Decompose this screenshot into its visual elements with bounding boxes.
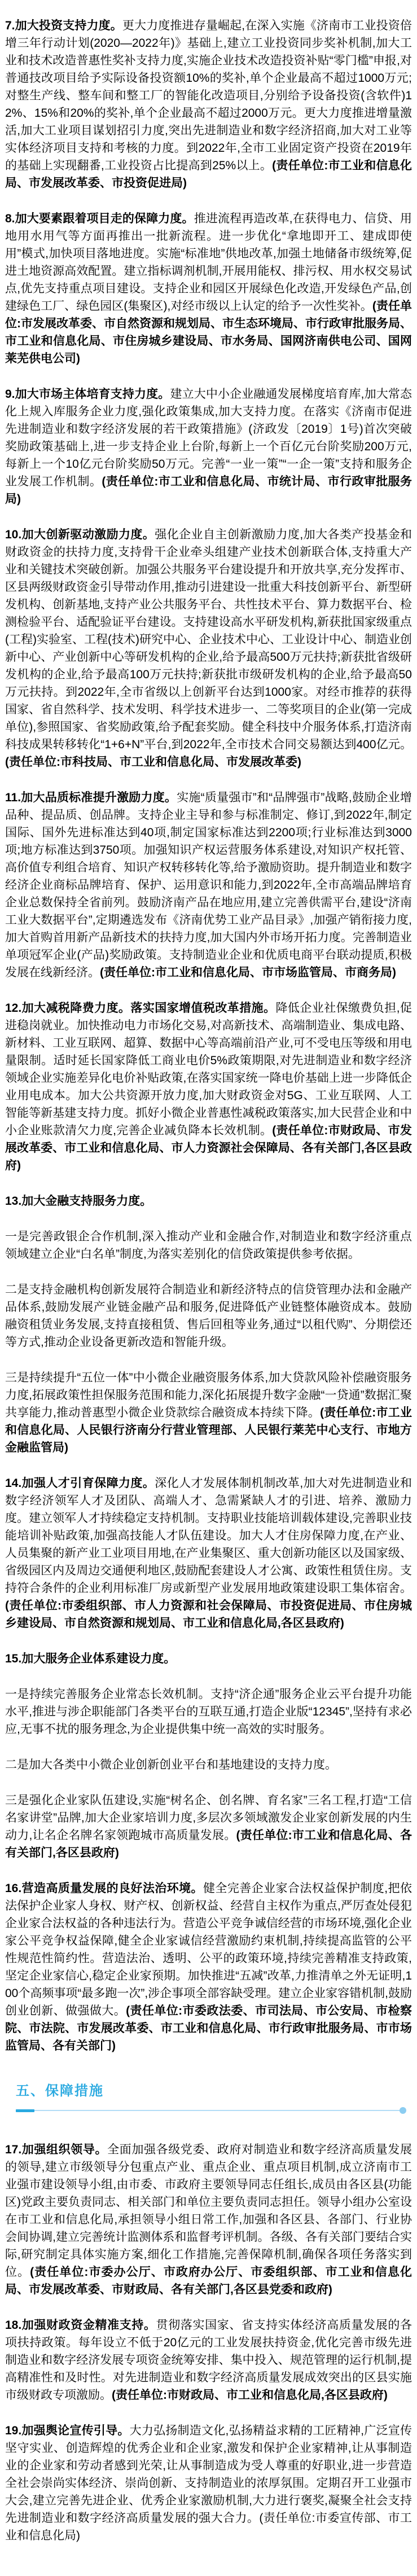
bold-text: (责任单位:市工业和信息化局、市统计局、市行政审批服务局)	[5, 475, 412, 506]
bold-text: 19.加强舆论宣传引导。	[5, 2424, 130, 2437]
body-text: 建立大中小企业融通发展梯度培育库,加大常态化上规入库服务企业力度,强化政策集成,加大支持力度。在落实《济南市促进先进制造业和数字经济发展的若干政策措施》(济政发〔2019〕1号)首次突破奖励政策基础上,进一步支持企业上台阶,每新上一个百亿元台阶奖励200万元,每新上一个10亿元台阶奖励50万元。完善“一业一策”“一企一策”支持和服务企业发展工作机制。	[5, 388, 412, 488]
bold-text: 18.加强财政资金精准支持。	[5, 2319, 156, 2332]
body-text: 一是完善政银企合作机制,深入推动产业和金融合作,对制造业和数字经济重点领域建立企业“白名单”制度,为落实差别化的信贷政策提供参考依据。	[5, 1230, 412, 1261]
bold-text: 10.加大创新驱动激励力度。	[5, 528, 155, 541]
body-text: 推进流程再造改革,在获得电力、信贷、用地用水用气等方面再推出一批新流程。进一步优化“拿地即开工、建成即使用”模式,加快项目落地进度。实施“标准地”供地改革,加强土地储备市级统筹,促进土地资源高效配置。建立指标调剂机制,开展用能权、排污权、用水权交易试点,优先支持重点项目建设。支持企业和园区开展绿色化改造,开发绿色产品,创建绿色工厂、绿色园区(集聚区),对经市级以上认定的给予一次性奖补。	[5, 212, 412, 313]
bold-text: 9.加大市场主体培育支持力度。	[5, 388, 170, 401]
item-19	[5, 2422, 412, 2544]
bold-text: (责任单位:市财政局、市发展改革委、市工业和信息化局、市人力资源社会保障局、各有关部门,各区县政府)	[5, 1124, 412, 1172]
item-17	[5, 2141, 412, 2298]
body-text: 全面加强各级党委、政府对制造业和数字经济高质量发展的领导,建立市级领导分包重点产业、重点企业、重点项目机制,成立济南市工业强市建设领导小组,由市委、市政府主要领导同志任组长,成员由各区县(功能区)党政主要负责同志、相关部门和单位主要负责同志担任。领导小组办公室设在市工业和信息化局,承担领导小组日常工作,加强和各区县、各部门、行业协会间协调,建立完善统计监测体系和监督考评机制。各级、各有关部门要结合实际,研究制定具体实施方案,细化工作措施,完善保障机制,确保各项任务落实到位。	[5, 2143, 412, 2279]
divider-end-dot	[400, 2107, 406, 2114]
divider-thin-line	[34, 2110, 401, 2111]
section-5-header	[16, 2079, 406, 2114]
body-text: 降低企业社保缴费负担,促进稳岗就业。加快推动电力市场化交易,对高新技术、高端制造业、集成电路、新材料、工业互联网、超算、数据中心等高端前沿产业,可不受电压等级和用电量限制。适时延长国家降低工商业电价5%政策期限,对先进制造业和数字经济领域企业实施差异化电价补贴政策,在落实国家统一降电价基础上进一步降低企业用电成本。加大公共资源开放力度,加大财政资金对5G、工业互联网、人工智能等新基建支持力度。抓好小微企业普惠性减税政策落实,加大民营企业和中小企业账款清欠力度,完善企业减负降本长效机制。	[5, 1002, 412, 1137]
bold-text: 8.加大要素跟着项目走的保障力度。	[5, 212, 194, 225]
body-text: 健全完善企业家合法权益保护制度,把依法保护企业家人身权、财产权、创新权益、经营自主权作为重点,严厉查处侵犯企业家合法权益的各种违法行为。营造公平竞争诚信经营的市场环境,强化企业家公平竞争权益保障,健全企业家诚信经营激励约束机制,持续提高监管的公平性规范性简约性。营造法治、透明、公平的政策环境,持续完善精准支持政策,坚定企业家信心,稳定企业家预期。加快推进“五减”改革,力推清单之外无证明,100个高频事项“最多跑一次”,涉企事项全部容缺受理。建立企业家容错机制,鼓励创业创新、做强做大。	[5, 1882, 412, 2017]
bold-text: (责任单位:市工业和信息化局、市发展改革委、市投资促进局)	[5, 159, 412, 190]
item-18	[5, 2316, 412, 2404]
item-11	[5, 789, 412, 981]
bold-text: 7.加大投资支持力度。	[5, 19, 122, 32]
body-text: 三是持续提升“五位一体”中小微企业融资服务体系,加大贷款风险补偿融资服务力度,拓展政策性担保服务范围和能力,深化拓展提升数字金融“一贷通”数据汇聚共享能力,推动普惠型小微企业贷款综合融资成本持续下降。	[5, 1371, 412, 1419]
item-13-heading	[5, 1192, 412, 1210]
body-text: 二是加大各类中小微企业创新创业平台和基地建设的支持力度。	[5, 1758, 337, 1771]
bold-text: (责任单位:市委政法委、市司法局、市公安局、市检察院、市法院、市发展改革委、市工业和信息化局、市行政审批服务局、市市场监管局、各有关部门)	[5, 2004, 412, 2052]
bold-text: (责任单位:市工业和信息化局、各有关部门,各区县政府)	[5, 1829, 412, 1859]
body-text: 更大力度推进存量崛起,在深入实施《济南市工业投资倍增三年行动计划(2020—2022年)》基础上,建立工业投资同步奖补机制,加大工业和技术改造普惠性奖补支持力度,实施企业技术改造投资补贴“零门槛”申报,对普通技改项目给予实际设备投资额10%的奖补,单个企业最高不超过1000万元;对整生产线、整车间和整工厂的智能化改造项目,分别给予设备投资(含软件)12%、15%和20%的奖补,单个企业最高不超过2000万元。更大力度推进增量激活,加大工业项目谋划招引力度,突出先进制造业和数字经济招商,加大对工业等实体经济项目支持和考核的力度。到2022年,全市工业固定资产投资在2019年的基础上实现翻番,工业投资占比提高到25%以上。	[5, 19, 412, 172]
item-16	[5, 1880, 412, 2055]
bold-text: (责任单位:市委办公厅、市政府办公厅、市委组织部、市工业和信息化局、市发展改革委、市财政局、各有关部门,各区县党委和政府)	[5, 2266, 412, 2296]
bold-text: 17.加强组织领导。	[5, 2143, 108, 2156]
item-15-sub-1	[5, 1686, 412, 1738]
bold-text: (责任单位:市工业和信息化局、人民银行济南分行营业管理部、人民银行莱芜中心支行、市地方金融监管局)	[5, 1406, 412, 1454]
bold-text: 15.加大服务企业体系建设力度。	[5, 1652, 176, 1665]
body-text: 实施“质量强市”和“品牌强市”战略,鼓励企业增品种、提品质、创品牌。支持企业主导和参与标准制定、修订,到2022年,制定国际、国外先进标准达到40项,制定国家标准达到2200项;行业标准达到3000项;地方标准达到3750项。加强知识产权运营服务体系建设,对知识产权托管、高价值专利组合培育、知识产权转移转化等,给予激励资助。提升制造业和数字经济企业商标品牌培育、保护、运用意识和能力,到2022年,全市高端品牌培育企业总数保持全省前列。鼓励济南产品在地应用,建立完善供需平台,建设“济南工业大数据平台”,定期遴选发布《济南优势工业产品目录》,加强产销衔接力度,加大首购首用新产品新技术的扶持力度,加大国内外市场开拓力度。完善制造业单项冠军企业(产品)奖励政策。支持制造业企业和优质电商平台联动提质,积极发展在线新经济。	[5, 791, 412, 979]
bold-text: 13.加大金融支持服务力度。	[5, 1195, 152, 1208]
section-title: 五、保障措施	[16, 2083, 104, 2099]
item-13-sub-3	[5, 1369, 412, 1456]
body-text: 强化企业自主创新激励力度,加大各类产投基金和财政资金的扶持力度,支持骨干企业牵头组建产业技术创新联合体,支持重大产业和关键技术突破创新。加强公共服务平台建设提升和开放共享,充分发挥市、区县两级财政资金引导带动作用,推动引进建设一批重大科技创新平台、新型研发机构、创新基地,支持产业公共服务平台、共性技术平台、算力数据平台、检测检验平台、适配验证平台建设。支持建设高水平研发机构,新获批国家级重点(工程)实验室、工程(技术)研究中心、企业技术中心、工业设计中心、制造业创新中心、产业创新中心等研发机构的企业,给予最高500万元扶持;新获批省级研发机构的企业,给予最高100万元扶持;新获批市级研发机构的企业,给予最高50万元扶持。到2022年,全市省级以上创新平台达到1000家。对经市推荐的获得国家、省自然科学、技术发明、科学技术进步一、二等奖项目的企业(第一完成单位),参照国家、省奖励政策,给予配套奖励。健全科技中介服务体系,打造济南科技成果转移转化“1+6+N”平台,到2022年,全市技术合同交易额达到400亿元。	[5, 528, 412, 751]
bold-text: (责任单位:市工业和信息化局、市市场监管局、市商务局)	[100, 966, 396, 979]
body-text: 二是支持金融机构创新发展符合制造业和新经济特点的信贷管理办法和金融产品体系,鼓励发展产业链金融产品和服务,促进降低产业链整体融资成本。鼓励融资租赁业务发展,支持直接租赁、售后回租等业务,通过“以租代购”、分期偿还等方式,推动企业设备更新改造和智能升级。	[5, 1283, 412, 1349]
bold-text: (责任单位:市委组织部、市人力资源和社会保障局、市投资促进局、市住房城乡建设局、市自然资源和规划局、市工业和信息化局,各区县政府)	[5, 1599, 412, 1630]
body-text: 一是持续完善服务企业常态长效机制。支持“济企通”服务企业云平台提升功能水平,推进与涉企职能部门各类平台的互联互通,打造企业版“12345”,坚持有求必应,无事不扰的服务理念,为企业提供集中统一高效的实时服务。	[5, 1688, 412, 1736]
bold-text: 14.加强人才引育保障力度。	[5, 1477, 155, 1490]
item-13-sub-2	[5, 1281, 412, 1351]
section-divider	[16, 2107, 406, 2114]
item-12	[5, 999, 412, 1174]
item-7	[5, 17, 412, 192]
item-15-sub-2	[5, 1756, 412, 1774]
item-13-sub-1	[5, 1228, 412, 1263]
item-9	[5, 385, 412, 508]
item-14	[5, 1474, 412, 1632]
body-text: 三是强化企业家队伍建设,实施“树名企、创名牌、育名家”三名工程,打造“工信名家讲堂”品牌,加大企业家培训力度,多层次多领域激发企业家创新发展的内生动力,让名企名牌名家领跑城市高质量发展。	[5, 1794, 412, 1842]
body-text: 大力弘扬制造文化,弘扬精益求精的工匠精神,广泛宣传坚守实业、创造辉煌的优秀企业和企业家,激发和保护企业家精神,让从事制造业的企业家和劳动者感到光荣,让从事制造成为受人尊重的好职业,进一步营造全社会崇尚实体经济、崇尚创新、支持制造业的浓厚氛围。定期召开工业强市大会,建立完善先进企业、优秀企业家激励机制,大力进行褒奖,凝聚全社会支持先进制造业和数字经济高质量发展的强大合力。(责任单位:市委宣传部、市工业和信息化局)	[5, 2424, 412, 2542]
bold-text: (责任单位:市科技局、市工业和信息化局、市发展改革委)	[5, 756, 301, 769]
bold-text: (责任单位:市发展改革委、市自然资源和规划局、市生态环境局、市行政审批服务局、市工业和信息化局、市住房城乡建设局、市水务局、国网济南供电公司、国网莱芜供电公司)	[5, 300, 412, 365]
divider-thick-segment	[16, 2109, 34, 2112]
bold-text: 16.营造高质量发展的良好法治环境。	[5, 1882, 203, 1895]
bold-text: 11.加大品质标准提升激励力度。	[5, 791, 177, 804]
item-8	[5, 210, 412, 367]
item-15-heading	[5, 1650, 412, 1667]
body-text: 贯彻落实国家、省支持实体经济高质量发展的各项扶持政策。每年设立不低于20亿元的工业发展扶持资金,优化完善市级先进制造业和数字经济发展专项资金统筹安排、集中投入、规范管理的运行机制,提高精准性和及时性。对先进制造业和数字经济高质量发展成效突出的区县实施市级财政专项激励。	[5, 2319, 412, 2402]
item-10	[5, 526, 412, 771]
bold-text: (责任单位:市财政局、市工业和信息化局,各区县政府)	[112, 2389, 388, 2402]
bold-text: 12.加大减税降费力度。落实国家增值税改革措施。	[5, 1002, 276, 1015]
item-15-sub-3	[5, 1792, 412, 1862]
body-text: 深化人才发展体制机制改革,加大对先进制造业和数字经济领军人才及团队、高端人才、急需紧缺人才的引进、培养、激励力度。建立领军人才持续稳定支持机制。支持职业技能培训载体建设,完善职业技能培训补贴政策,加强高技能人才队伍建设。加大人才住房保障力度,在产业、人员集聚的新产业工业项目用地,在产业集聚区、重大创新功能区以及国家级、省级园区内及周边交通便利地区,鼓励配套建设人才公寓、政策性租赁住房。支持符合条件的企业利用标准厂房或新型产业发展用地政策建设职工集体宿舍。	[5, 1477, 412, 1595]
